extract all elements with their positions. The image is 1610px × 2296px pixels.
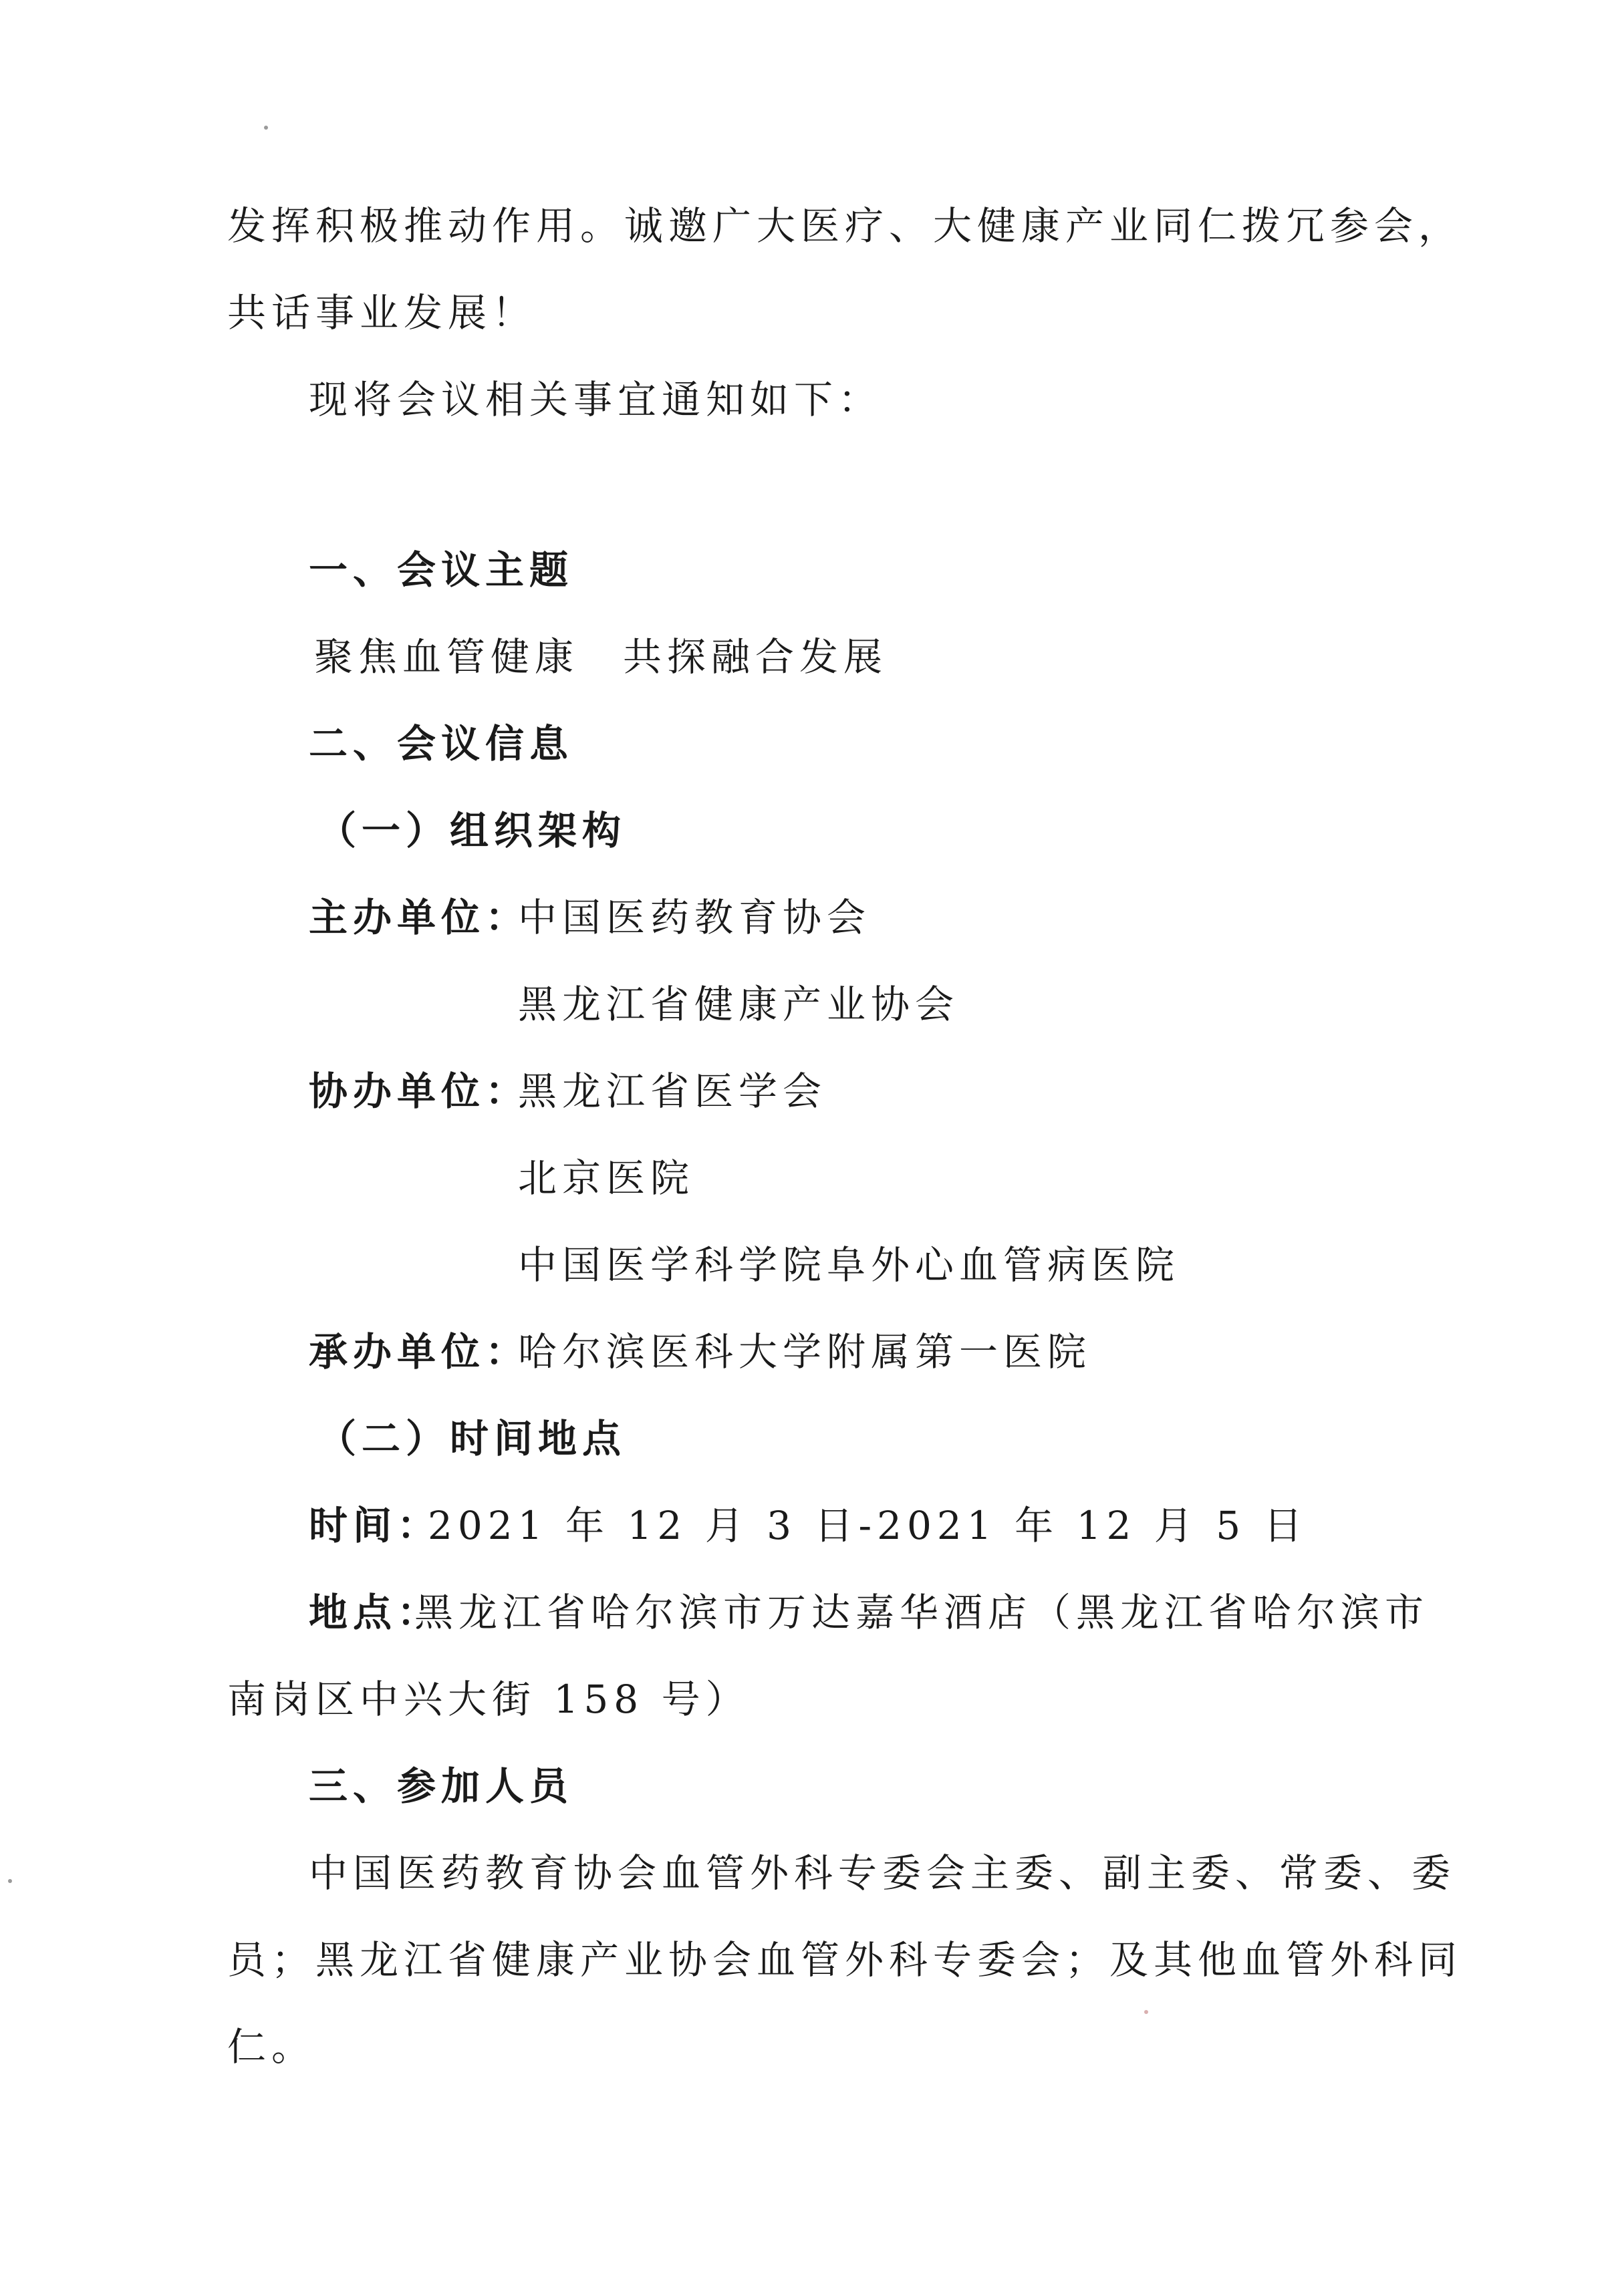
subsection-heading: （一）组织架构	[317, 808, 627, 853]
organizer-label: 承办单位：	[309, 1329, 530, 1375]
scan-speck	[8, 1879, 12, 1883]
host-name: 中国医药教育协会	[518, 895, 871, 940]
subsection-heading: （二）时间地点	[317, 1416, 627, 1461]
co-organizer-name: 北京医院	[518, 1155, 695, 1201]
attendees-text: 仁。	[227, 2024, 316, 2069]
scan-speck	[1144, 2010, 1148, 2014]
co-organizer-name: 中国医学科学院阜外心血管病医院	[518, 1242, 1180, 1288]
meeting-theme: 聚焦血管健康 共探融合发展	[314, 634, 888, 680]
scan-speck	[264, 126, 268, 130]
co-organizer-label: 协办单位：	[309, 1068, 530, 1114]
time-value: 2021 年 12 月 3 日-2021 年 12 月 5 日	[428, 1503, 1308, 1548]
host-label: 主办单位：	[309, 895, 530, 940]
section-heading: 一、会议主题	[309, 547, 574, 593]
paragraph-line: 共话事业发展！	[227, 290, 537, 335]
time-label: 时间：	[309, 1503, 442, 1548]
paragraph-line: 现将会议相关事宜通知如下：	[309, 377, 883, 422]
co-organizer-name: 黑龙江省医学会	[518, 1068, 827, 1114]
place-value: 黑龙江省哈尔滨市万达嘉华酒店（黑龙江省哈尔滨市	[414, 1590, 1430, 1635]
place-value: 南岗区中兴大街 158 号）	[227, 1677, 750, 1722]
host-name: 黑龙江省健康产业协会	[518, 982, 960, 1027]
attendees-text: 员；黑龙江省健康产业协会血管外科专委会；及其他血管外科同	[227, 1937, 1463, 1983]
section-heading: 三、参加人员	[309, 1763, 574, 1809]
paragraph-line: 发挥积极推动作用。诚邀广大医疗、大健康产业同仁拨冗参会，	[227, 203, 1463, 249]
section-heading: 二、会议信息	[309, 721, 574, 766]
attendees-text: 中国医药教育协会血管外科专委会主委、副主委、常委、委	[309, 1850, 1456, 1896]
place-label: 地点：	[309, 1590, 442, 1635]
organizer-name: 哈尔滨医科大学附属第一医院	[518, 1329, 1092, 1375]
